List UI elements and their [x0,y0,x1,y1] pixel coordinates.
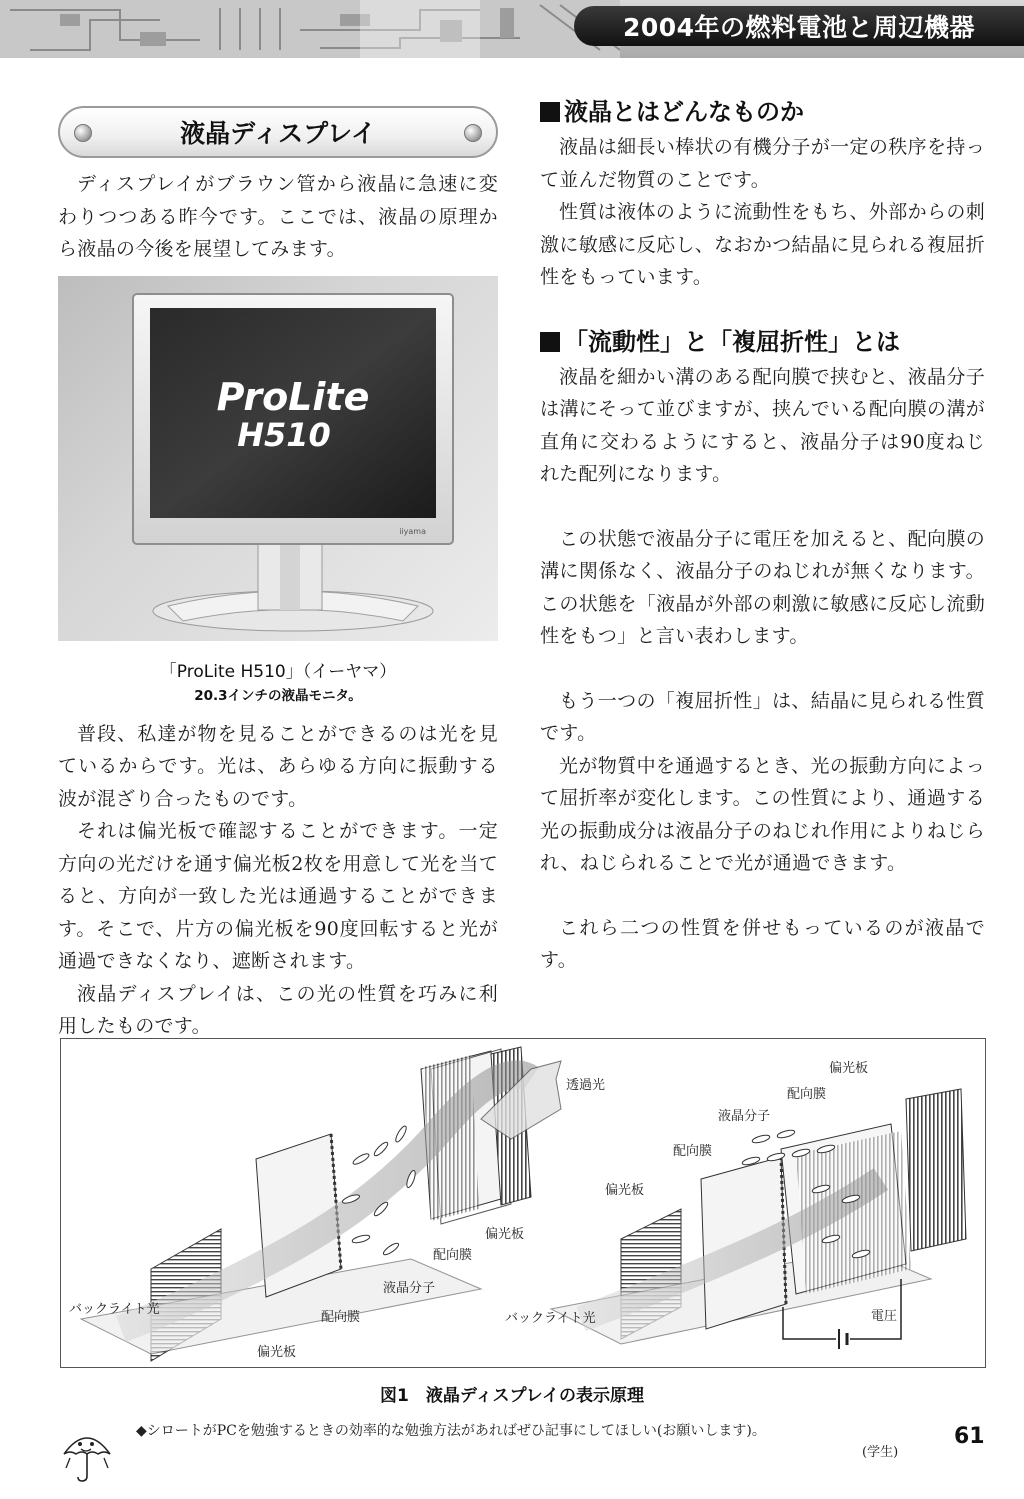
screw-icon [464,124,482,142]
lcd-principle-figure [60,1038,986,1368]
body-paragraph: それは偏光板で確認することができます。一定方向の光だけを通す偏光板2枚を用意して光を当てると、方向が一致した光は通過することができます。そこで、片方の偏光板を90度回転すると光が通過できなくなり、遮断されます。 [58,820,498,972]
left-body [58,718,498,1043]
body-paragraph: もう一つの「複屈折性」は、結晶に見られる性質です。 [540,689,985,744]
label-alignment-film: 配向膜 [321,1310,361,1325]
label-alignment-film: 配向膜 [673,1144,713,1159]
section-title: 液晶ディスプレイ [180,119,376,148]
reader-attribution: (学生) [862,1445,899,1460]
square-bullet-icon [540,102,560,122]
section-title-pill [58,106,498,158]
header-title: 2004年の燃料電池と周辺機器 [622,13,976,42]
header-title-box [574,6,1024,46]
heading-text: 「流動性」と「複屈折性」とは [564,327,900,356]
screen-logo-line1: ProLite [216,374,370,419]
body-paragraph: 液晶ディスプレイは、この光の性質を巧みに利用したものです。 [58,982,498,1037]
section-heading-1 [540,92,985,127]
label-transmitted-light: 透過光 [566,1078,606,1093]
body-paragraph: 性質は液体のように流動性をもち、外部からの刺激に敏感に反応し、なおかつ結晶に見られる複屈折性をもっています。 [540,201,985,288]
label-polarizer: 偏光板 [829,1061,869,1076]
caption-main: 「ProLite H510」（イーヤマ） [159,661,397,682]
body-paragraph: 液晶は細長い棒状の有機分子が一定の秩序を持って並んだ物質のことです。 [540,136,985,191]
screen-logo-line2: H510 [237,415,331,454]
label-lc-molecule: 液晶分子 [718,1109,771,1124]
label-backlight: バックライト光 [69,1302,160,1317]
body-paragraph: 普段、私達が物を見ることができるのは光を見ているからです。光は、あらゆる方向に振動する波が混ざり合ったものです。 [58,722,498,810]
caption-sub: 20.3インチの液晶モニタ。 [194,687,362,704]
label-polarizer: 偏光板 [485,1227,525,1242]
label-alignment-film: 配向膜 [787,1087,827,1102]
left-column [58,100,498,1043]
body-paragraph: 光が物質中を通過するとき、光の振動方向によって屈折率が変化します。この性質により、通過する光の振動成分は液晶分子のねじれ作用によりねじられ、ねじられることで光が通過できます。 [540,754,985,874]
label-lc-molecule: 液晶分子 [383,1281,436,1296]
figure-caption: 図1 液晶ディスプレイの表示原理 [380,1386,644,1406]
label-voltage: 電圧 [871,1309,898,1324]
photo-caption [58,657,498,704]
section-heading-2 [540,322,985,357]
page-header [0,0,1024,58]
heading-text: 液晶とはどんなものか [564,98,804,126]
label-polarizer: 偏光板 [605,1183,645,1198]
body-paragraph: 液晶を細かい溝のある配向膜で挟むと、液晶分子は溝にそって並びますが、挟んでいる配向膜の溝が直角に交わるようにすると、液晶分子は90度ねじれた配列になります。 [540,365,985,485]
body-paragraph: これら二つの性質を併せもっているのが液晶です。 [540,916,985,971]
reader-note: ◆シロートがPCを勉強するときの効率的な勉強方法があればぜひ記事にしてほしい(お願いします)。 [136,1423,766,1439]
header-circuit-pattern [0,0,620,58]
body-paragraph: この状態で液晶分子に電圧を加えると、配向膜の溝に関係なく、液晶分子のねじれが無くなります。この状態を「液晶が外部の刺激に敏感に反応し流動性をもつ」と言い表わします。 [540,527,985,647]
intro-paragraph: ディスプレイがブラウン管から液晶に急速に変わりつつある昨今です。ここでは、液晶の原理から液晶の今後を展望してみます。 [58,173,498,260]
label-backlight: バックライト光 [505,1311,596,1326]
monitor-illustration [58,276,498,641]
right-column [540,92,985,977]
square-bullet-icon [540,332,560,352]
umbrella-mascot-icon [60,1424,114,1484]
page-number: 61 [954,1424,985,1449]
label-alignment-film: 配向膜 [433,1248,473,1263]
monitor-photo [58,276,498,641]
screw-icon [74,124,92,142]
label-polarizer: 偏光板 [257,1345,297,1360]
brand-logo: iiyama [399,526,426,536]
